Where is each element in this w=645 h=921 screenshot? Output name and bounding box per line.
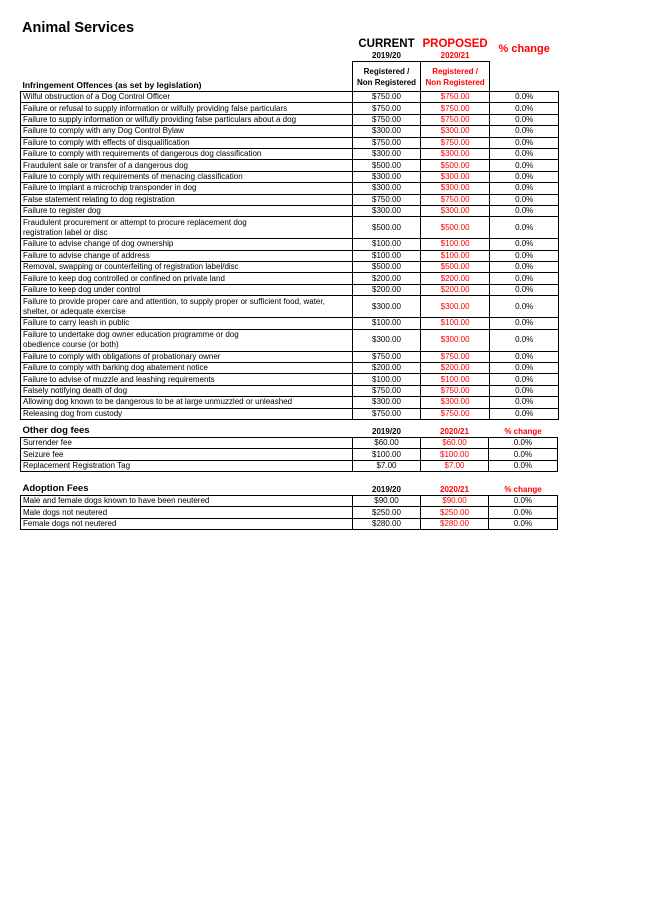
reg-current-header bbox=[353, 62, 421, 92]
proposed-fee: $750.00 bbox=[421, 351, 490, 362]
fee-description-line: obedience course (or both) bbox=[23, 340, 119, 350]
current-fee: $60.00 bbox=[353, 438, 421, 449]
current-fee: $500.00 bbox=[353, 262, 421, 273]
table-row bbox=[21, 296, 559, 318]
reg-proposed-line1: Registered / bbox=[432, 66, 478, 76]
proposed-fee: $500.00 bbox=[421, 262, 490, 273]
fee-description: Failure to keep dog controlled or confined on private land bbox=[21, 273, 353, 284]
proposed-fee: $750.00 bbox=[421, 92, 490, 103]
percent-change: 0.0% bbox=[490, 137, 559, 148]
header-row-top bbox=[21, 36, 559, 62]
table-row bbox=[21, 438, 558, 449]
fee-description: Failure to carry leash in public bbox=[21, 318, 353, 329]
proposed-fee: $300.00 bbox=[421, 397, 490, 408]
fee-description: Releasing dog from custody bbox=[21, 408, 353, 419]
fee-description: Surrender fee bbox=[21, 438, 353, 449]
percent-change: 0.0% bbox=[490, 250, 559, 261]
proposed-fee: $750.00 bbox=[421, 103, 490, 114]
current-fee: $750.00 bbox=[353, 351, 421, 362]
table-row bbox=[21, 92, 559, 103]
proposed-fee: $300.00 bbox=[421, 296, 490, 318]
current-year: 2019/20 bbox=[372, 51, 401, 60]
percent-change: 0.0% bbox=[490, 351, 559, 362]
other-col-pct: % change bbox=[504, 426, 542, 436]
fee-description: Failure to comply with requirements of dangerous dog classification bbox=[21, 148, 353, 159]
proposed-fee: $200.00 bbox=[421, 363, 490, 374]
table-row bbox=[21, 183, 559, 194]
percent-change: 0.0% bbox=[490, 239, 559, 250]
current-fee: $100.00 bbox=[353, 318, 421, 329]
fee-description: Allowing dog known to be dangerous to be at large unmuzzled or unleashed bbox=[21, 397, 353, 408]
table-row bbox=[21, 460, 558, 471]
fee-description bbox=[21, 217, 353, 239]
proposed-fee: $750.00 bbox=[421, 385, 490, 396]
header-row-reg bbox=[21, 62, 559, 92]
fee-description-line: Fraudulent procurement or attempt to procure replacement dog bbox=[23, 217, 247, 227]
current-fee: $750.00 bbox=[353, 194, 421, 205]
current-fee: $200.00 bbox=[353, 284, 421, 295]
fee-description: Failure to comply with any Dog Control Bylaw bbox=[21, 126, 353, 137]
fee-description: Seizure fee bbox=[21, 449, 353, 460]
proposed-fee: $280.00 bbox=[421, 518, 489, 529]
percent-change: 0.0% bbox=[490, 183, 559, 194]
fee-description-line: shelter, or adequate exercise bbox=[23, 306, 126, 316]
current-fee: $200.00 bbox=[353, 273, 421, 284]
proposed-fee: $200.00 bbox=[421, 284, 490, 295]
percent-change: 0.0% bbox=[490, 194, 559, 205]
proposed-fee: $300.00 bbox=[421, 183, 490, 194]
percent-change: 0.0% bbox=[489, 460, 558, 471]
percent-change: 0.0% bbox=[490, 284, 559, 295]
proposed-fee: $300.00 bbox=[421, 329, 490, 351]
fee-description-line: Failure to undertake dog owner education programme or dog bbox=[23, 330, 239, 340]
table-row bbox=[21, 363, 559, 374]
percent-change: 0.0% bbox=[490, 385, 559, 396]
proposed-fee: $300.00 bbox=[421, 126, 490, 137]
pct-change-label: % change bbox=[498, 42, 550, 55]
adoption-fees-title: Adoption Fees bbox=[22, 483, 89, 494]
reg-current-line1: Registered / bbox=[363, 66, 410, 76]
proposed-fee: $750.00 bbox=[421, 137, 490, 148]
current-fee: $300.00 bbox=[353, 397, 421, 408]
fee-description-line: Failure to provide proper care and attention, to supply proper or sufficient food, water, bbox=[23, 296, 325, 306]
other-header-row bbox=[21, 425, 558, 438]
proposed-fee: $250.00 bbox=[421, 507, 489, 518]
other-fees-table bbox=[20, 425, 558, 472]
current-fee: $100.00 bbox=[353, 374, 421, 385]
fee-description: Replacement Registration Tag bbox=[21, 460, 353, 471]
fee-description: Falsely notifying death of dog bbox=[21, 385, 353, 396]
current-fee: $500.00 bbox=[353, 160, 421, 171]
current-fee: $300.00 bbox=[353, 148, 421, 159]
current-label: CURRENT bbox=[358, 38, 415, 50]
proposed-fee: $500.00 bbox=[421, 160, 490, 171]
proposed-fee: $750.00 bbox=[421, 114, 490, 125]
adoption-col-current: 2019/20 bbox=[372, 484, 401, 494]
current-fee: $280.00 bbox=[353, 518, 421, 529]
current-fee: $750.00 bbox=[353, 385, 421, 396]
fee-description: Wilful obstruction of a Dog Control Officer bbox=[21, 92, 353, 103]
table-row bbox=[21, 496, 558, 507]
proposed-fee: $100.00 bbox=[421, 318, 490, 329]
percent-change: 0.0% bbox=[489, 449, 558, 460]
current-header bbox=[353, 36, 421, 62]
reg-current-line2: Non Registered bbox=[356, 77, 417, 87]
table-row bbox=[21, 262, 559, 273]
table-row bbox=[21, 114, 559, 125]
table-row bbox=[21, 385, 559, 396]
current-fee: $90.00 bbox=[353, 496, 421, 507]
fee-description: Removal, swapping or counterfeiting of registration label/disc bbox=[21, 262, 353, 273]
proposed-fee: $100.00 bbox=[421, 374, 490, 385]
current-fee: $7.00 bbox=[353, 460, 421, 471]
table-row bbox=[21, 329, 559, 351]
fee-description: Male dogs not neutered bbox=[21, 507, 353, 518]
other-fees-body bbox=[21, 425, 558, 472]
percent-change: 0.0% bbox=[490, 296, 559, 318]
table-row bbox=[21, 397, 559, 408]
adoption-col-pct: % change bbox=[504, 484, 542, 494]
table-row bbox=[21, 217, 559, 239]
current-fee: $750.00 bbox=[353, 408, 421, 419]
percent-change: 0.0% bbox=[490, 397, 559, 408]
reg-proposed-header bbox=[421, 62, 490, 92]
percent-change: 0.0% bbox=[490, 126, 559, 137]
percent-change: 0.0% bbox=[490, 273, 559, 284]
proposed-fee: $90.00 bbox=[421, 496, 489, 507]
current-fee: $300.00 bbox=[353, 296, 421, 318]
fee-description: Fraudulent sale or transfer of a dangerous dog bbox=[21, 160, 353, 171]
table-row bbox=[21, 194, 559, 205]
percent-change: 0.0% bbox=[490, 262, 559, 273]
table-row bbox=[21, 250, 559, 261]
percent-change: 0.0% bbox=[490, 103, 559, 114]
fee-description bbox=[21, 296, 353, 318]
other-fees-title: Other dog fees bbox=[22, 425, 90, 436]
proposed-fee: $300.00 bbox=[421, 148, 490, 159]
current-fee: $500.00 bbox=[353, 217, 421, 239]
percent-change: 0.0% bbox=[489, 507, 558, 518]
adoption-header-row bbox=[21, 483, 558, 496]
table-row bbox=[21, 408, 559, 419]
percent-change: 0.0% bbox=[490, 148, 559, 159]
current-fee: $750.00 bbox=[353, 103, 421, 114]
current-fee: $300.00 bbox=[353, 126, 421, 137]
fee-description: Failure to implant a microchip transponder in dog bbox=[21, 183, 353, 194]
proposed-fee: $100.00 bbox=[421, 239, 490, 250]
fee-description: False statement relating to dog registration bbox=[21, 194, 353, 205]
table-row bbox=[21, 374, 559, 385]
table-row bbox=[21, 318, 559, 329]
proposed-fee: $7.00 bbox=[421, 460, 489, 471]
other-col-current: 2019/20 bbox=[372, 426, 401, 436]
fee-description: Failure to comply with obligations of probationary owner bbox=[21, 351, 353, 362]
percent-change: 0.0% bbox=[490, 114, 559, 125]
percent-change: 0.0% bbox=[490, 329, 559, 351]
proposed-fee: $60.00 bbox=[421, 438, 489, 449]
pct-header bbox=[490, 36, 559, 62]
current-fee: $300.00 bbox=[353, 183, 421, 194]
fee-description-line: registration label or disc bbox=[23, 227, 108, 237]
proposed-year: 2020/21 bbox=[440, 51, 470, 60]
percent-change: 0.0% bbox=[490, 363, 559, 374]
current-fee: $250.00 bbox=[353, 507, 421, 518]
proposed-fee: $750.00 bbox=[421, 194, 490, 205]
table-row bbox=[21, 148, 559, 159]
current-fee: $100.00 bbox=[353, 250, 421, 261]
table-row bbox=[21, 239, 559, 250]
proposed-fee: $100.00 bbox=[421, 449, 489, 460]
percent-change: 0.0% bbox=[490, 374, 559, 385]
table-row bbox=[21, 103, 559, 114]
percent-change: 0.0% bbox=[490, 217, 559, 239]
proposed-header bbox=[421, 36, 490, 62]
other-col-proposed: 2020/21 bbox=[440, 426, 469, 436]
proposed-fee: $300.00 bbox=[421, 205, 490, 216]
proposed-label: PROPOSED bbox=[422, 38, 488, 50]
fee-description bbox=[21, 329, 353, 351]
current-fee: $300.00 bbox=[353, 171, 421, 182]
fee-description: Male and female dogs known to have been neutered bbox=[21, 496, 353, 507]
proposed-fee: $500.00 bbox=[421, 217, 490, 239]
current-fee: $750.00 bbox=[353, 137, 421, 148]
table-row bbox=[21, 171, 559, 182]
table-row bbox=[21, 351, 559, 362]
proposed-fee: $300.00 bbox=[421, 171, 490, 182]
table-row bbox=[21, 449, 558, 460]
current-fee: $200.00 bbox=[353, 363, 421, 374]
table-row bbox=[21, 507, 558, 518]
percent-change: 0.0% bbox=[490, 171, 559, 182]
percent-change: 0.0% bbox=[490, 160, 559, 171]
fee-description: Failure to comply with barking dog abatement notice bbox=[21, 363, 353, 374]
percent-change: 0.0% bbox=[490, 408, 559, 419]
current-fee: $300.00 bbox=[353, 329, 421, 351]
section-label-infringement: Infringement Offences (as set by legislation) bbox=[22, 80, 202, 90]
fee-description: Failure to supply information or wilfully providing false particulars about a dog bbox=[21, 114, 353, 125]
table-row bbox=[21, 273, 559, 284]
adoption-col-proposed: 2020/21 bbox=[440, 484, 469, 494]
fee-description: Failure to advise change of dog ownership bbox=[21, 239, 353, 250]
table-row bbox=[21, 284, 559, 295]
table-row bbox=[21, 160, 559, 171]
fee-description: Failure to advise of muzzle and leashing requirements bbox=[21, 374, 353, 385]
fee-description: Failure to keep dog under control bbox=[21, 284, 353, 295]
proposed-fee: $200.00 bbox=[421, 273, 490, 284]
table-row bbox=[21, 137, 559, 148]
percent-change: 0.0% bbox=[490, 92, 559, 103]
percent-change: 0.0% bbox=[490, 205, 559, 216]
current-fee: $300.00 bbox=[353, 205, 421, 216]
reg-proposed-line2: Non Registered bbox=[425, 77, 485, 87]
percent-change: 0.0% bbox=[490, 318, 559, 329]
current-fee: $750.00 bbox=[353, 92, 421, 103]
fee-description: Failure to comply with effects of disqualification bbox=[21, 137, 353, 148]
fee-description: Failure to comply with requirements of menacing classification bbox=[21, 171, 353, 182]
page-title: Animal Services bbox=[22, 20, 135, 36]
adoption-fees-body bbox=[21, 483, 558, 530]
adoption-fees-table bbox=[20, 483, 558, 530]
current-fee: $750.00 bbox=[353, 114, 421, 125]
percent-change: 0.0% bbox=[489, 518, 558, 529]
fee-description: Failure to register dog bbox=[21, 205, 353, 216]
fee-description: Female dogs not neutered bbox=[21, 518, 353, 529]
proposed-fee: $750.00 bbox=[421, 408, 490, 419]
percent-change: 0.0% bbox=[489, 438, 558, 449]
percent-change: 0.0% bbox=[489, 496, 558, 507]
infringement-table bbox=[20, 36, 559, 420]
table-row bbox=[21, 126, 559, 137]
infringement-body bbox=[21, 36, 559, 419]
current-fee: $100.00 bbox=[353, 449, 421, 460]
fee-description: Failure to advise change of address bbox=[21, 250, 353, 261]
table-row bbox=[21, 518, 558, 529]
proposed-fee: $100.00 bbox=[421, 250, 490, 261]
table-row bbox=[21, 205, 559, 216]
current-fee: $100.00 bbox=[353, 239, 421, 250]
fee-description: Failure or refusal to supply information or wilfully providing false particulars bbox=[21, 103, 353, 114]
